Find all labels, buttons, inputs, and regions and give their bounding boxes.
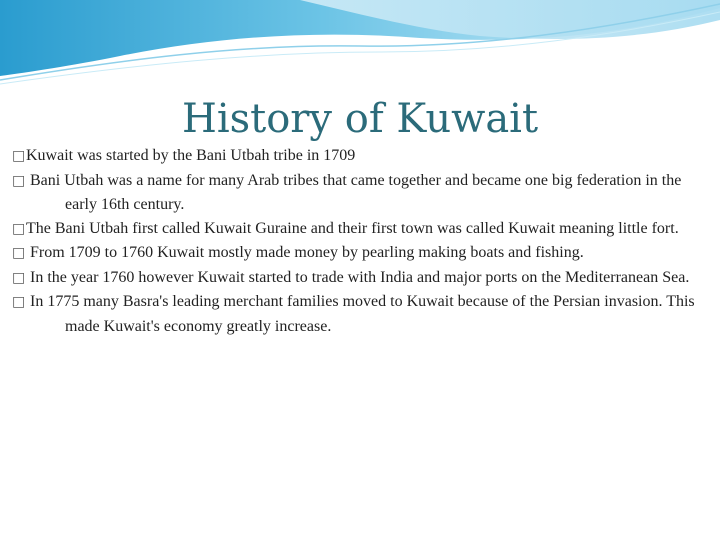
bullet-item: [12, 217, 712, 242]
bullet-text: Kuwait was started by the Bani Utbah tribe in 1709: [26, 147, 356, 164]
bullet-text: From 1709 to 1760 Kuwait mostly made money by pearling making boats and fishing.: [26, 244, 584, 261]
bullet-item: [12, 144, 712, 169]
square-bullet-icon: □: [12, 220, 26, 237]
square-bullet-icon: □: [12, 294, 26, 310]
bullet-item: [12, 169, 712, 217]
square-bullet-icon: □: [12, 269, 26, 286]
bullet-item: [12, 241, 712, 266]
bullet-text: In the year 1760 however Kuwait started to trade with India and major ports on the Mediterranean Sea.: [26, 268, 690, 286]
slide-title: History of Kuwait: [181, 96, 539, 142]
bullet-list: [12, 144, 712, 338]
bullet-item: [12, 266, 712, 291]
decorative-wave-banner: [0, 0, 720, 90]
square-bullet-icon: □: [12, 148, 26, 164]
bullet-text: The Bani Utbah first called Kuwait Guraine and their first town was called Kuwait meaning little fort.: [26, 219, 679, 237]
square-bullet-icon: □: [12, 172, 26, 189]
bullet-item: [12, 290, 712, 338]
bullet-text: In 1775 many Basra's leading merchant families moved to Kuwait because of the Persian invasion. This made Kuwait's economy greatly increase.: [26, 293, 695, 335]
bullet-text: Bani Utbah was a name for many Arab tribes that came together and became one big federation in the early 16th century.: [26, 171, 682, 213]
square-bullet-icon: □: [12, 245, 26, 261]
